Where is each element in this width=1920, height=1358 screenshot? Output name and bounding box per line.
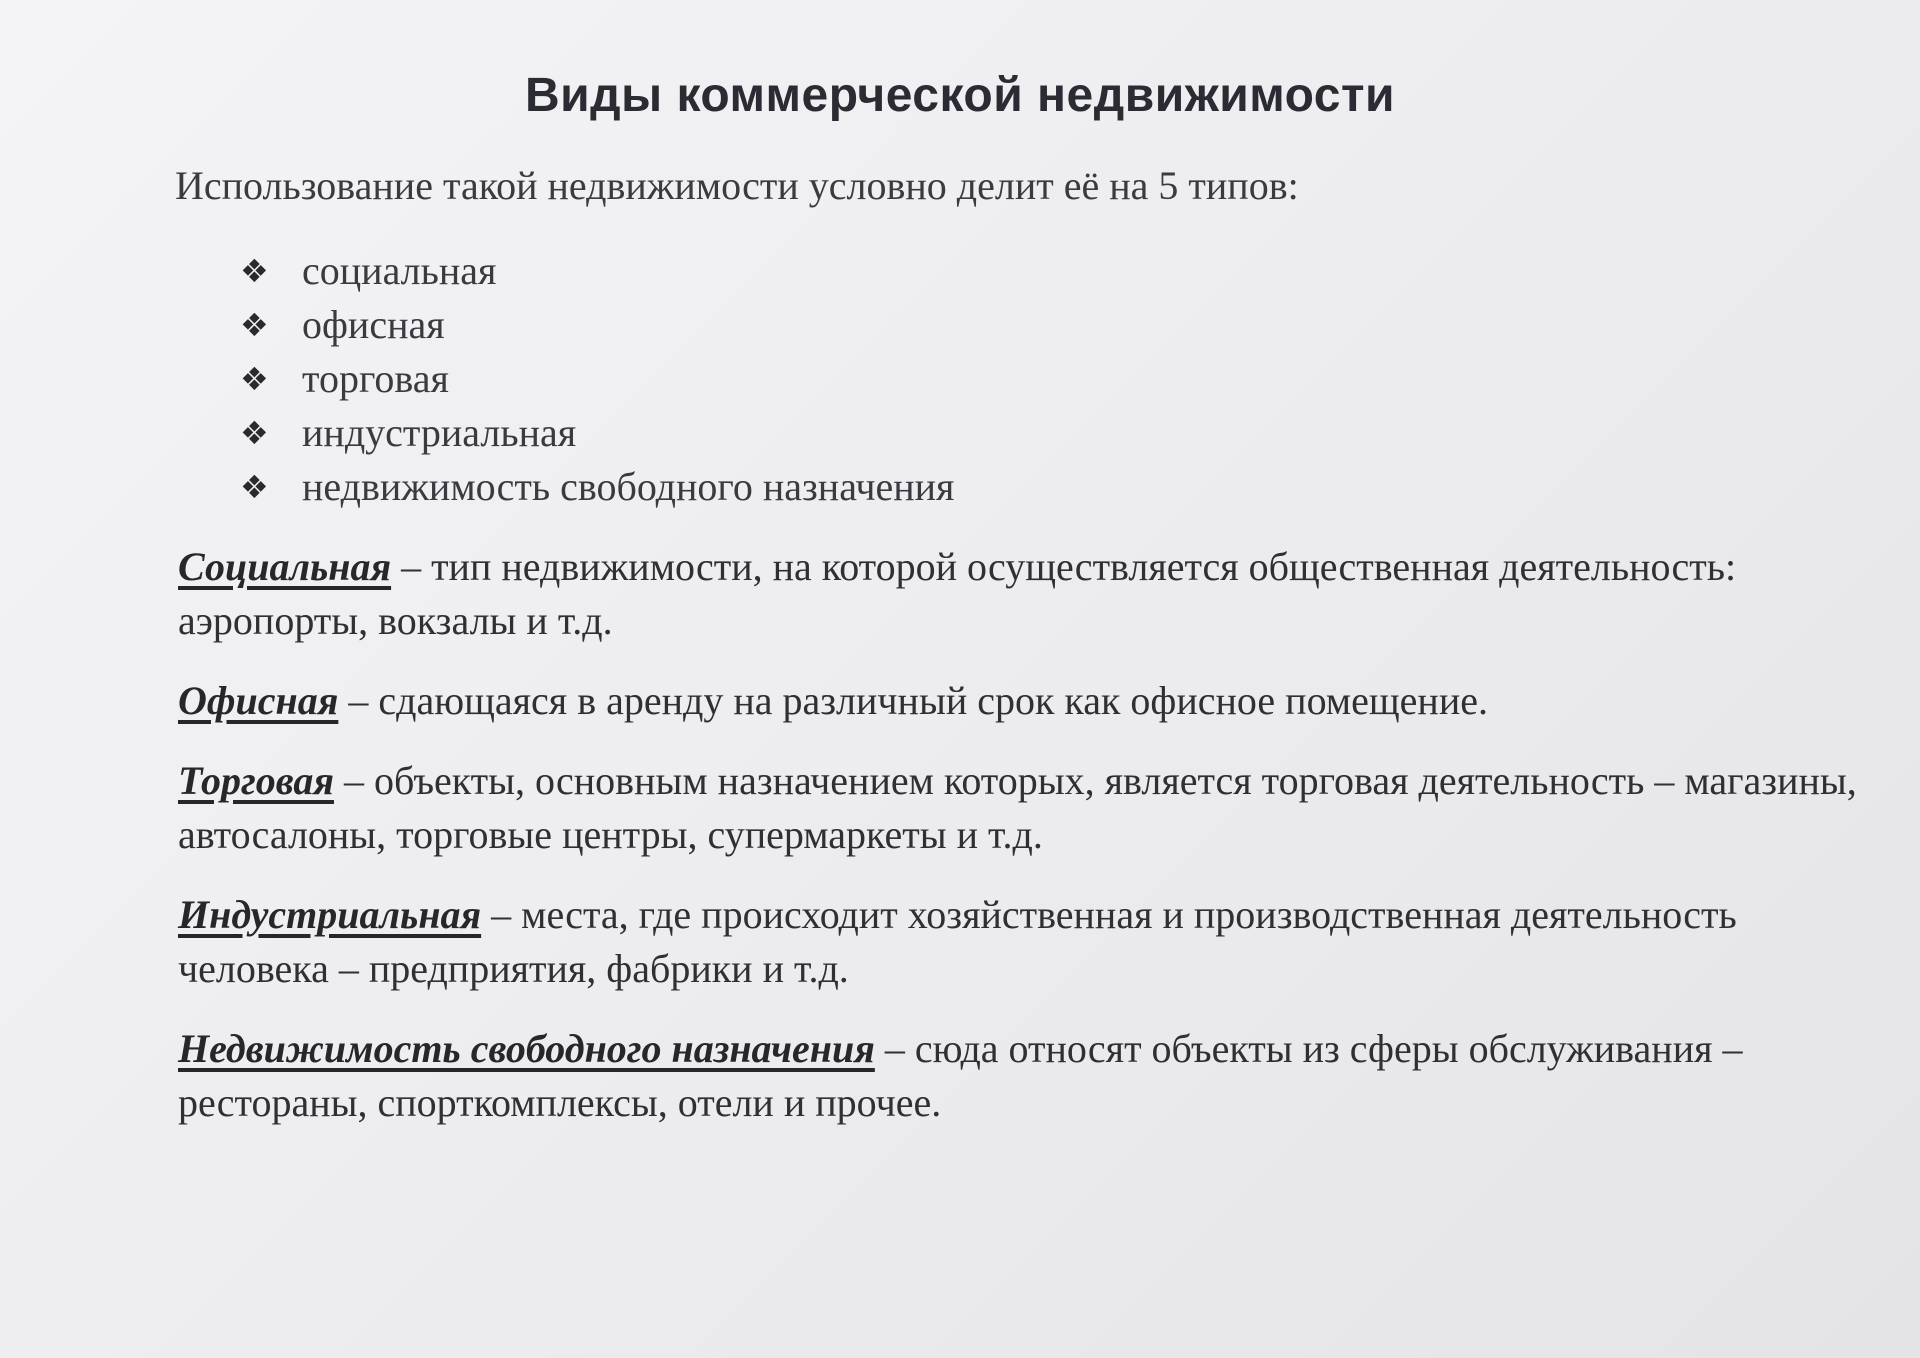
diamond-bullet-icon: ❖ xyxy=(240,360,269,398)
list-item-label: индустриальная xyxy=(302,410,577,455)
diamond-bullet-icon: ❖ xyxy=(240,306,269,344)
diamond-bullet-icon: ❖ xyxy=(240,252,269,290)
definition-term: Недвижимость свободного назначения xyxy=(178,1026,875,1071)
intro-paragraph: Использование такой недвижимости условно делит её на 5 типов: xyxy=(175,163,1299,208)
list-item-label: офисная xyxy=(302,302,445,347)
definition-term: Индустриальная xyxy=(178,892,482,937)
definition-term: Офисная xyxy=(178,678,339,723)
list-item xyxy=(240,406,954,460)
definition-industrial xyxy=(178,888,1878,996)
page-title: Виды коммерческой недвижимости xyxy=(524,69,1396,122)
definition-text: – объекты, основным назначением которых, является торговая деятельность – магазины, автосалоны, торговые центры, супермаркеты и т.д. xyxy=(178,758,1867,857)
list-item-label: торговая xyxy=(302,356,449,401)
definition-text: – места, где происходит хозяйственная и производственная деятельность человека – предприятия, фабрики и т.д. xyxy=(178,892,1747,991)
list-item-label: социальная xyxy=(302,248,497,293)
list-item xyxy=(240,352,954,406)
definition-free-purpose xyxy=(178,1022,1878,1130)
definitions-section xyxy=(178,540,1878,1156)
list-item xyxy=(240,298,954,352)
definition-term: Социальная xyxy=(178,544,392,589)
diamond-bullet-icon: ❖ xyxy=(240,468,269,506)
definition-term: Торговая xyxy=(178,758,334,803)
definition-office xyxy=(178,674,1878,728)
definition-text: – тип недвижимости, на которой осуществляется общественная деятельность: аэропорты, вокзалы и т.д. xyxy=(178,544,1747,643)
list-item xyxy=(240,460,954,514)
definition-text: – сюда относят объекты из сферы обслуживания – рестораны, спорткомплексы, отели и прочее. xyxy=(178,1026,1753,1125)
definition-social xyxy=(178,540,1878,648)
definition-retail xyxy=(178,754,1878,862)
list-item-label: недвижимость свободного назначения xyxy=(302,464,955,509)
types-list xyxy=(240,244,954,514)
list-item xyxy=(240,244,954,298)
definition-text: – сдающаяся в аренду на различный срок как офисное помещение. xyxy=(338,678,1488,723)
diamond-bullet-icon: ❖ xyxy=(240,414,269,452)
